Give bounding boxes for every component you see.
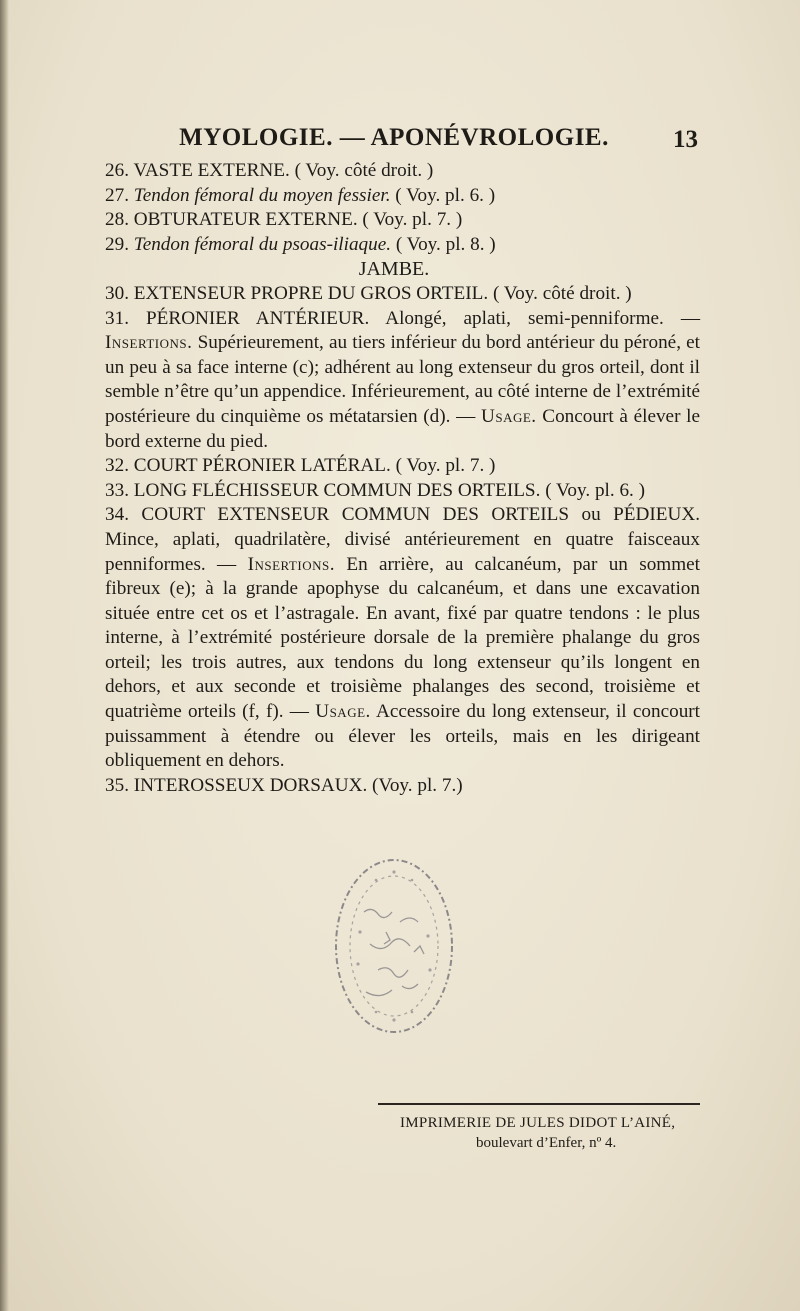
entry-28 — [88, 208, 700, 233]
usage-text: Accessoire du long extenseur, il concourt puissamment à étendre ou élever les orteils, mais en les dirigeant obliquement en dehors. — [105, 701, 701, 772]
entry-number: 32. — [105, 455, 129, 477]
entry-number: 31. — [105, 307, 129, 329]
entry-number: 35. — [105, 774, 129, 796]
entry-text: LONG FLÉCHISSEUR COMMUN DES ORTEILS. ( Voy. pl. 6. ) — [133, 479, 646, 501]
insertions-text: En arrière, au calcanéum, par un sommet fibreux (e); à la grande apophyse du calcanéum, et dans une excavation située entre cet os et l’astragale. En avant, fixé par quatre tendons : le plus interne, à l’extrémité postérieure dorsale de la première phalange du gros orteil; les trois autres, aux tendons du long extenseur qu’ils longent en dehors, et aux seconde et troisième phalanges des second, troisième et quatrième orteils (f, f). — — [105, 553, 700, 723]
entry-description: Mince, aplati, quadrilatère, divisé antérieurement en quatre faisceaux penniformes. — — [105, 528, 700, 575]
entry-reference: ( Voy. pl. 8. ) — [391, 233, 496, 255]
entry-30 — [88, 282, 700, 307]
entry-number: 26. — [105, 160, 129, 181]
entry-title: Tendon fémoral du moyen fessier. — [133, 184, 391, 206]
entry-31 — [88, 307, 700, 455]
page-number: 13 — [673, 126, 698, 153]
running-title: MYOLOGIE. — APONÉVROLOGIE. — [179, 124, 609, 151]
entry-title: PÉRONIER ANTÉRIEUR. — [146, 307, 370, 329]
entry-description: Alongé, aplati, semi-penniforme. — — [369, 307, 701, 329]
entry-number: 34. — [105, 504, 129, 526]
imprint-printer-name: IMPRIMERIE DE JULES DIDOT L’AINÉ, — [400, 1115, 676, 1131]
entry-33 — [88, 479, 700, 504]
entry-32 — [88, 454, 700, 479]
entry-text: EXTENSEUR PROPRE DU GROS ORTEIL. ( Voy. côté droit. ) — [133, 282, 632, 304]
entry-34 — [88, 503, 700, 774]
page-body — [88, 159, 700, 798]
entry-text: INTEROSSEUX DORSAUX. (Voy. pl. 7.) — [133, 774, 463, 796]
printer-imprint — [378, 1103, 700, 1153]
entry-29 — [88, 233, 700, 258]
entry-title: Tendon fémoral du psoas-iliaque. — [133, 233, 392, 255]
page-header — [88, 124, 700, 160]
section-heading-jambe: JAMBE. — [358, 258, 430, 281]
entry-title: VASTE EXTERNE. — [133, 160, 290, 181]
page-binding-edge — [0, 0, 9, 1311]
library-stamp-icon — [330, 852, 458, 1040]
usage-text: Concourt à élever le bord externe du pied. — [105, 405, 700, 452]
insertions-text: Supérieurement, au tiers inférieur du bord antérieur du péroné, et un peu à sa face interne (c); adhérent au long extenseur du gros orteil, dont il semble n’être qu’un appendice. Inférieurement, au côté interne de l’extrémité postérieure du cinquième os métatarsien (d). — — [105, 332, 700, 427]
imprint-address: boulevart d’Enfer, nº 4. — [476, 1135, 617, 1151]
entry-reference: ( Voy. pl. 7. ) — [357, 209, 463, 231]
insertions-label: Insertions. — [105, 332, 193, 354]
entry-35 — [88, 774, 700, 799]
entry-reference: ( Voy. côté droit. ) — [289, 160, 434, 181]
entry-number: 30. — [105, 282, 129, 304]
usage-label: Usage. — [481, 405, 537, 427]
entry-reference: ( Voy. pl. 6. ) — [390, 184, 496, 206]
entry-26 — [88, 159, 700, 184]
usage-label: Usage. — [315, 701, 371, 723]
entry-title: OBTURATEUR EXTERNE. — [133, 209, 358, 231]
entry-number: 27. — [105, 184, 129, 206]
entry-number: 29. — [105, 233, 129, 255]
entry-title: COURT EXTENSEUR COMMUN DES ORTEILS ou PÉDIEUX. — [141, 504, 701, 526]
entry-27 — [88, 184, 700, 209]
entry-text: COURT PÉRONIER LATÉRAL. ( Voy. pl. 7. ) — [133, 455, 496, 477]
entry-number: 28. — [105, 209, 129, 231]
entry-number: 33. — [105, 479, 129, 501]
insertions-label: Insertions. — [247, 553, 336, 575]
